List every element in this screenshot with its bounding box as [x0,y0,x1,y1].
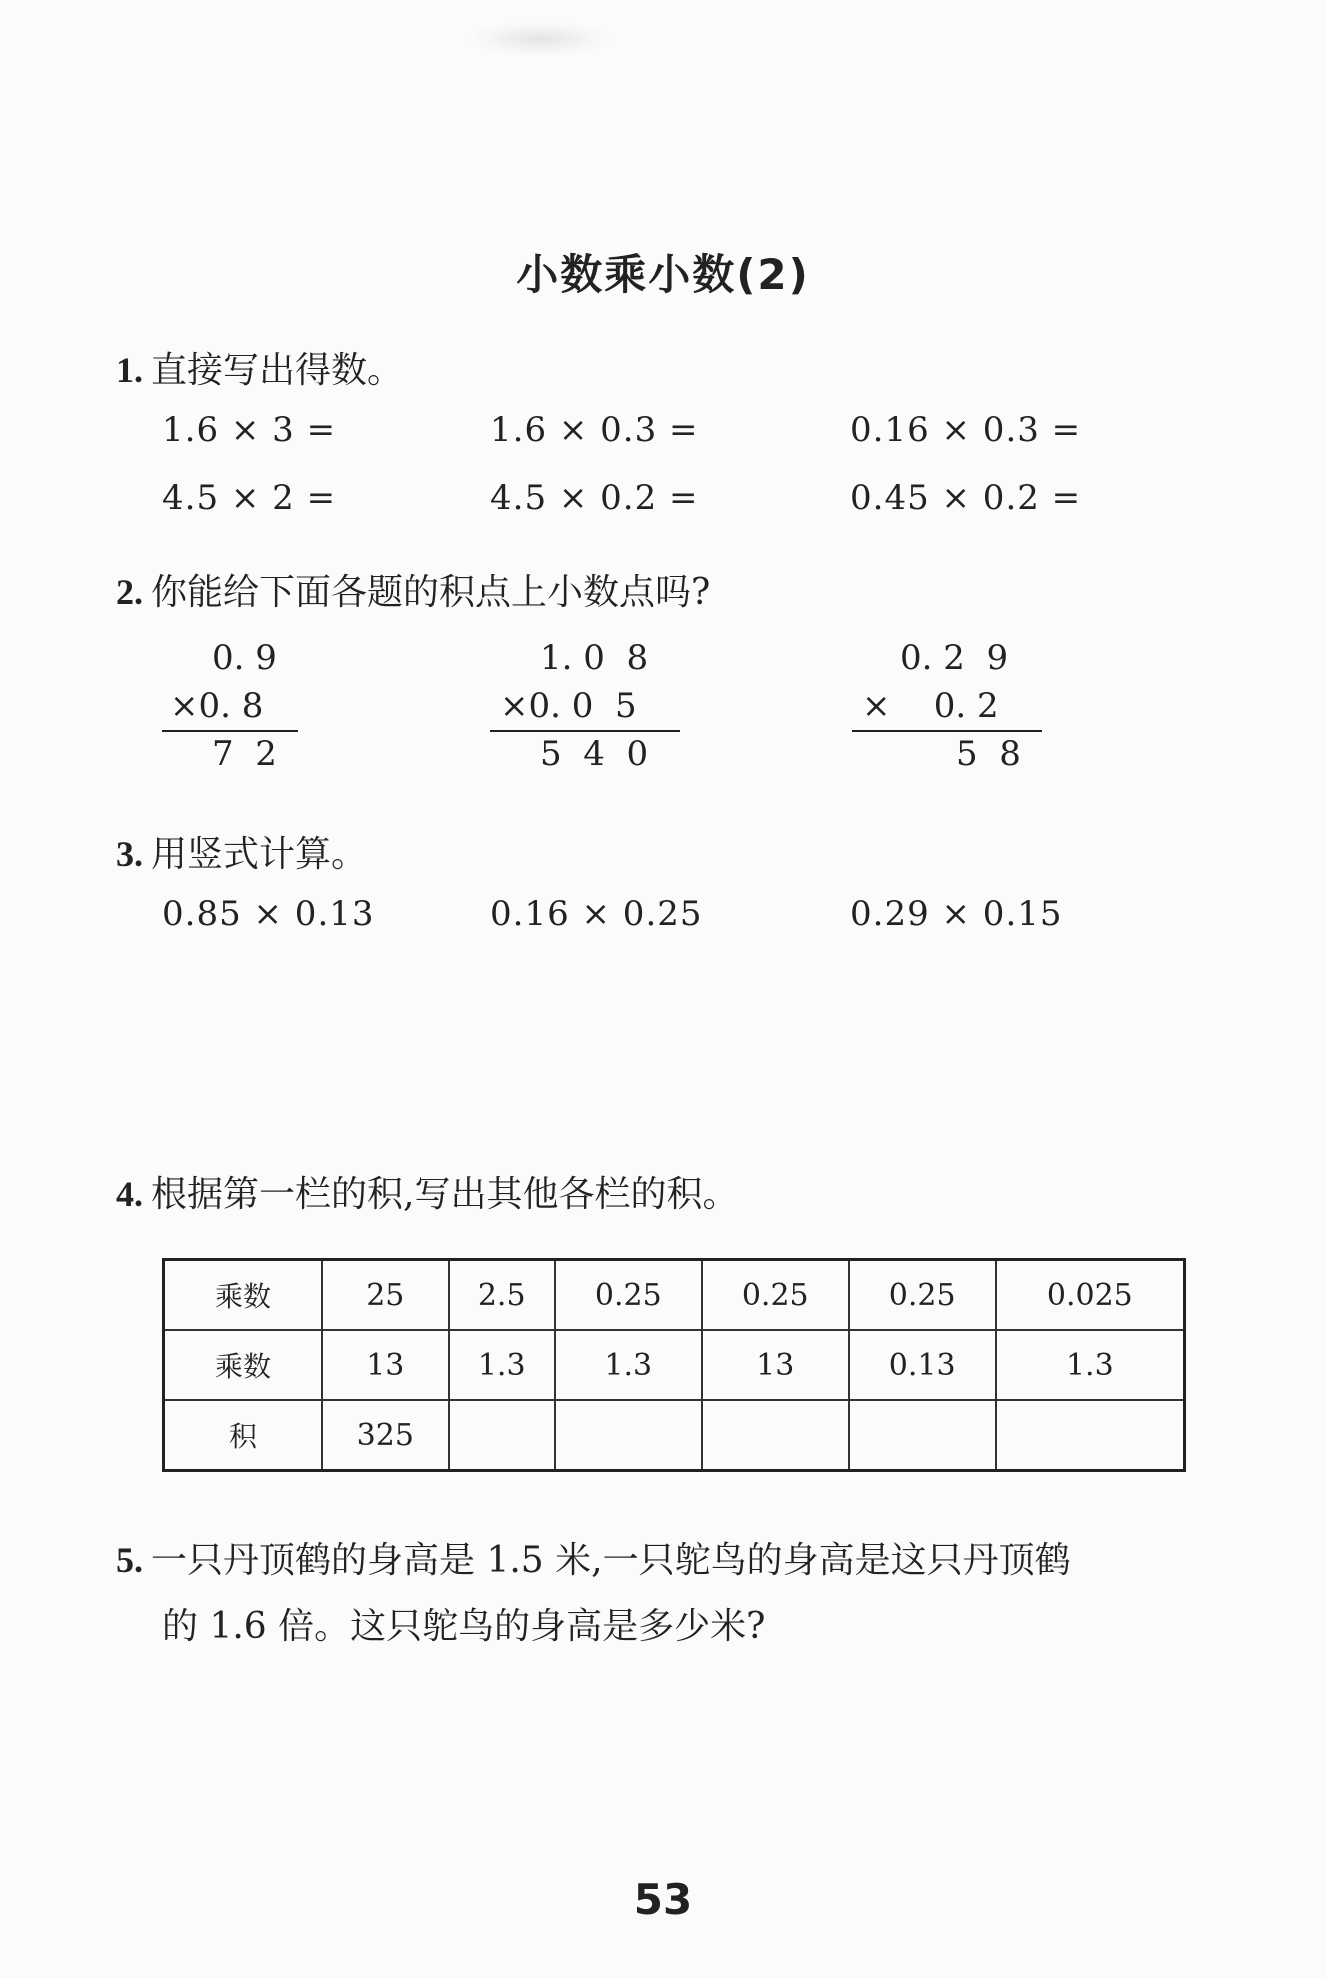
question-number: 5. [116,1540,143,1580]
table-cell: 1.3 [996,1330,1185,1400]
table-cell: 0.25 [849,1260,996,1331]
answer-cell[interactable] [849,1400,996,1471]
question-number: 1. [116,350,143,390]
table-cell: 0.25 [702,1260,849,1331]
table-cell: 1.3 [449,1330,555,1400]
expression: 0.29 × 0.15 [850,894,1063,934]
page-title: 小数乘小数(2) [516,250,810,299]
table-cell: 0.13 [849,1330,996,1400]
question-number: 2. [116,572,143,612]
table-row [164,1260,1185,1331]
multiplicand: 0. 2 9 [900,638,1009,678]
expression: 0.85 × 0.13 [162,894,375,934]
calc-line [162,730,298,732]
question-3 [116,826,367,877]
expression: 0.45 × 0.2 = [850,478,1082,518]
expression: 0.16 × 0.3 = [850,410,1082,450]
question-number: 3. [116,834,143,874]
multiplier: × 0. 2 [862,686,999,726]
table-cell: 325 [322,1400,449,1471]
product-table [162,1258,1186,1472]
question-text: 一只丹顶鹤的身高是 1.5 米,一只鸵鸟的身高是这只丹顶鹤 [151,1540,1071,1581]
table-cell: 13 [322,1330,449,1400]
question-5 [116,1532,1071,1583]
table-cell: 0.025 [996,1260,1185,1331]
table-cell: 25 [322,1260,449,1331]
expression: 0.16 × 0.25 [490,894,703,934]
product: 5 4 0 [540,734,649,774]
product: 5 8 [956,734,1021,774]
answer-cell[interactable] [996,1400,1185,1471]
table-cell: 2.5 [449,1260,555,1331]
calc-line [852,730,1042,732]
expression: 1.6 × 0.3 = [490,410,699,450]
row-label: 乘数 [164,1330,323,1400]
question-4 [116,1166,738,1217]
question-number: 4. [116,1174,143,1214]
row-label: 积 [164,1400,323,1471]
scan-smudge [470,22,610,56]
row-label: 乘数 [164,1260,323,1331]
answer-cell[interactable] [555,1400,702,1471]
question-text: 用竖式计算。 [151,834,368,875]
question-text: 你能给下面各题的积点上小数点吗? [151,572,711,613]
page-number: 53 [633,1875,693,1924]
question-2 [116,564,710,615]
question-text: 直接写出得数。 [151,350,404,391]
multiplier: ×0. 0 5 [500,686,637,726]
question-5-continued: 的 1.6 倍。这只鸵鸟的身高是多少米? [162,1606,766,1647]
expression: 1.6 × 3 = [162,410,337,450]
multiplicand: 1. 0 8 [540,638,649,678]
table-cell: 13 [702,1330,849,1400]
table-cell: 0.25 [555,1260,702,1331]
answer-cell[interactable] [702,1400,849,1471]
multiplier: ×0. 8 [170,686,264,726]
expression: 4.5 × 0.2 = [490,478,699,518]
question-1 [116,342,403,393]
expression: 4.5 × 2 = [162,478,337,518]
table-row [164,1400,1185,1471]
multiplicand: 0. 9 [212,638,277,678]
product: 7 2 [212,734,277,774]
table-cell: 1.3 [555,1330,702,1400]
table-row [164,1330,1185,1400]
question-text: 根据第一栏的积,写出其他各栏的积。 [151,1174,739,1215]
answer-cell[interactable] [449,1400,555,1471]
calc-line [490,730,680,732]
